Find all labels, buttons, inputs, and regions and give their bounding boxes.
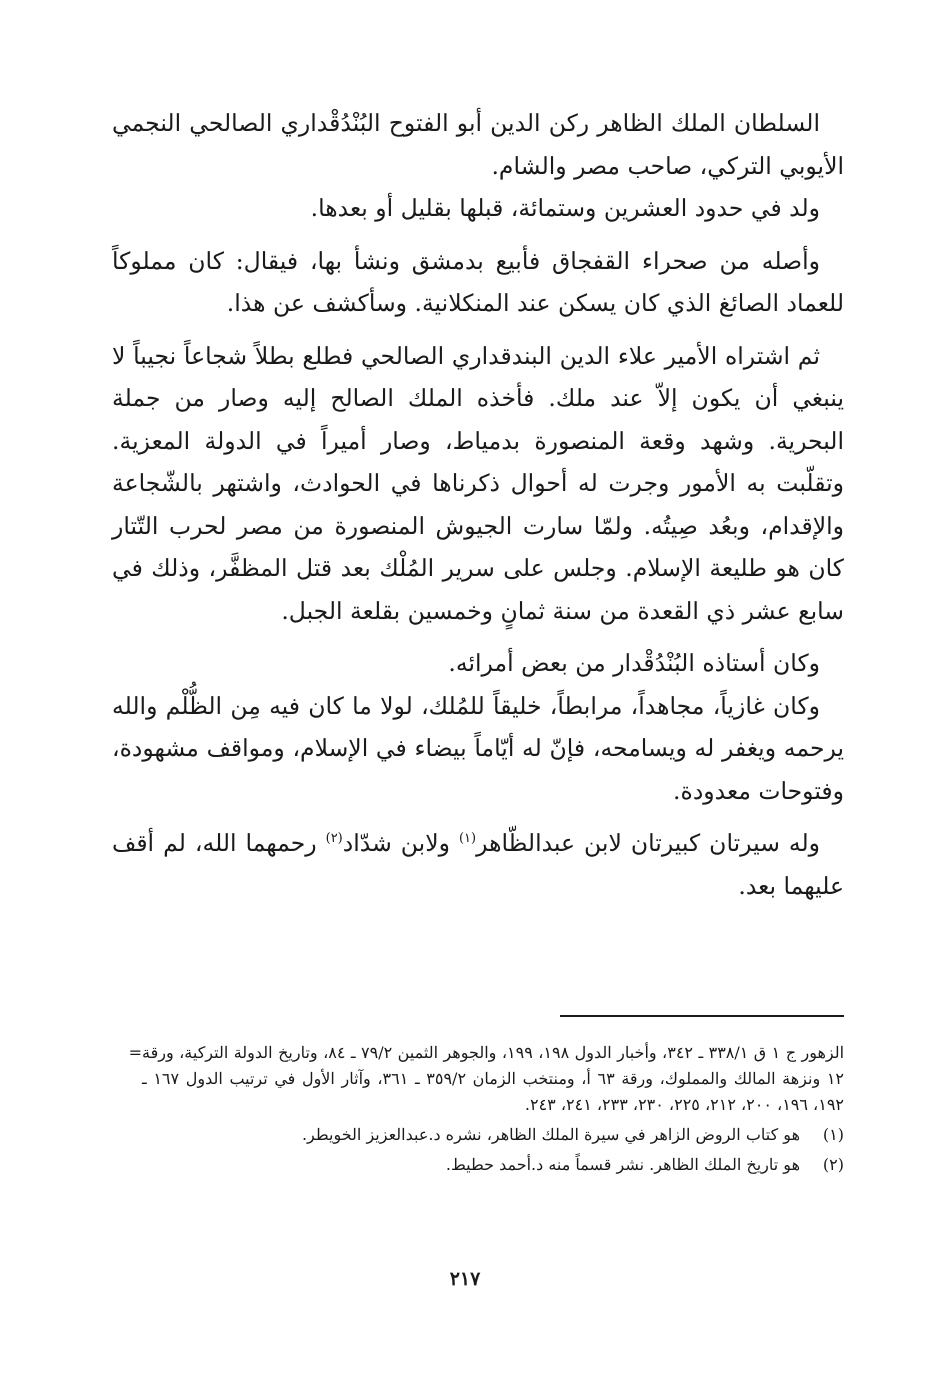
biographies-text-c: رحمهما الله، لم أقف عليهما بعد. — [112, 829, 844, 900]
page-number: ٢١٧ — [449, 1268, 481, 1290]
footnote-continuation-text: الزهور ج ١ ق ٣٣٨/١ ـ ٣٤٢، وأخبار الدول ١٩٨، ١٩٩، والجوهر الثمين ٧٩/٢ ـ ٨٤، وتاريخ الدولة التركية، ورقة ١٢ ونزهة المالك والمملوك، ورقة ٦٣ أ، ومنتخب الزمان ٣٥٩/٢ ـ ٣٦١، وآثار الأول في ترتيب الدول ١٦٧ ـ ١٩٢، ١٩٦، ٢٠٠، ٢١٢، ٢٢٥، ٢٣٠، ٢٣٣، ٢٤١، ٢٤٣. — [142, 1043, 845, 1114]
paragraph-career: ثم اشتراه الأمير علاء الدين البندقداري الصالحي فطلع بطلاً شجاعاً نجيباً لا ينبغي أن يكون إلاّ عند ملك. فأخذه الملك الصالح إليه وصار من جملة البحرية. وشهد وقعة المنصورة بدمياط، وصار أميراً في الدولة المعزية. وتقلّبت به الأمور وجرت له أحوال ذكرناها في الحوادث، واشتهر بالشّجاعة والإقدام، وبعُد صِيتُه. ولمّا سارت الجيوش المنصورة من مصر لحرب التّتار كان هو طليعة الإسلام. وجلس على سرير المُلْك بعد قتل المظفَّر، وذلك في سابع عشر ذي القعدة من سنة ثمانٍ وخمسين بقلعة الجبل. — [112, 341, 844, 625]
footnote-ref-2: (٢) — [325, 831, 343, 847]
paragraph-master: وكان أستاذه البُنْدُقْدار من بعض أمرائه. — [448, 649, 820, 677]
main-text — [112, 102, 844, 907]
footnote-1 — [112, 1122, 844, 1148]
paragraph-origin: وأصله من صحراء القفجاق فأبيع بدمشق ونشأ بها، فيقال: كان مملوكاً للعماد الصائغ الذي كان يسكن عند المنكلانية. وسأكشف عن هذا. — [112, 246, 844, 317]
footnote-ref-1: (١) — [458, 831, 477, 847]
footnote-2 — [112, 1152, 844, 1178]
paragraph-birth: ولد في حدود العشرين وستمائة، قبلها بقليل أو بعدها. — [310, 194, 820, 222]
footnote-2-number: (٢) — [822, 1155, 844, 1174]
biographies-text-b: ولابن شدّاد — [342, 829, 459, 857]
footnote-separator — [560, 1015, 844, 1017]
footnote-1-text: هو كتاب الروض الزاهر في سيرة الملك الظاهر، نشره د.عبدالعزيز الخويطر. — [301, 1125, 800, 1144]
paragraph-intro: السلطان الملك الظاهر ركن الدين أبو الفتوح البُنْدُقْداري الصالحي النجمي الأيوبي التركي، صاحب مصر والشام. — [112, 109, 844, 180]
footnote-2-text: هو تاريخ الملك الظاهر. نشر قسماً منه د.أحمد حطيط. — [445, 1155, 800, 1174]
paragraph-character: وكان غازياً، مجاهداً، مرابطاً، خليقاً للمُلك، لولا ما كان فيه مِن الظُّلْم والله يرحمه ويغفر له ويسامحه، فإنّ له أيّاماً بيضاء في الإسلام، ومواقف مشهودة، وفتوحات معدودة. — [112, 691, 844, 805]
biographies-text-a: وله سيرتان كبيرتان لابن عبدالظّاهر — [476, 829, 821, 857]
footnote-continuation — [112, 1040, 844, 1118]
footnotes — [112, 1040, 844, 1178]
footnote-1-number: (١) — [822, 1125, 844, 1144]
paragraph-biographies — [112, 822, 844, 907]
continuation-mark: = — [128, 1043, 142, 1062]
